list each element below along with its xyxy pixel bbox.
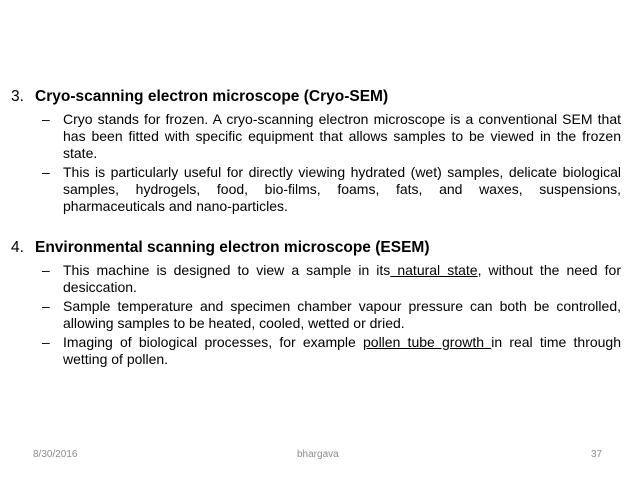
bullet-item xyxy=(11,334,621,368)
bullet-text-before: This machine is designed to view a sample in its xyxy=(63,262,391,278)
dash-marker: – xyxy=(42,262,50,278)
dash-marker: – xyxy=(42,298,50,314)
underlined-phrase-natural-state: natural state xyxy=(390,262,478,278)
dash-marker: – xyxy=(42,164,50,180)
bullet-item xyxy=(11,164,621,215)
bullet-item xyxy=(11,111,621,162)
section-heading xyxy=(11,238,621,258)
bullet-text: This is particularly useful for directly viewing hydrated (wet) samples, delicate biological samples, hydrogels, food, bio-films, foams, fats, and waxes, suspensions, pharmaceuticals and nano-particles. xyxy=(63,164,621,214)
bullet-item xyxy=(11,298,621,332)
footer-author: bhargava xyxy=(297,449,339,460)
footer-date: 8/30/2016 xyxy=(33,449,78,460)
bullet-text-after: , without the need for desiccation. xyxy=(63,262,621,295)
section-title: Cryo-scanning electron microscope (Cryo-SEM) xyxy=(35,88,389,105)
bullet-list xyxy=(11,111,621,215)
bullet-item xyxy=(11,262,621,296)
dash-marker: – xyxy=(42,111,50,127)
bullet-text-before: Imaging of biological processes, for example xyxy=(63,334,363,350)
underlined-phrase-pollen-tube-growth: pollen tube growth xyxy=(363,334,492,350)
section-number: 4. xyxy=(11,239,24,256)
section-number: 3. xyxy=(11,88,24,105)
dash-marker: – xyxy=(42,334,50,350)
bullet-list xyxy=(11,262,621,368)
footer-page-number: 37 xyxy=(591,449,603,460)
section-cryo-sem xyxy=(11,87,621,215)
section-esem xyxy=(11,238,621,368)
section-title: Environmental scanning electron microscope (ESEM) xyxy=(35,239,430,256)
bullet-text-after: in real time through wetting of pollen. xyxy=(63,334,621,367)
bullet-text: Sample temperature and specimen chamber vapour pressure can both be controlled, allowing samples to be heated, cooled, wetted or dried. xyxy=(63,298,621,331)
bullet-text: Cryo stands for frozen. A cryo-scanning electron microscope is a conventional SEM that has been fitted with specific equipment that allows samples to be viewed in the frozen state. xyxy=(63,111,621,161)
section-heading xyxy=(11,87,621,107)
